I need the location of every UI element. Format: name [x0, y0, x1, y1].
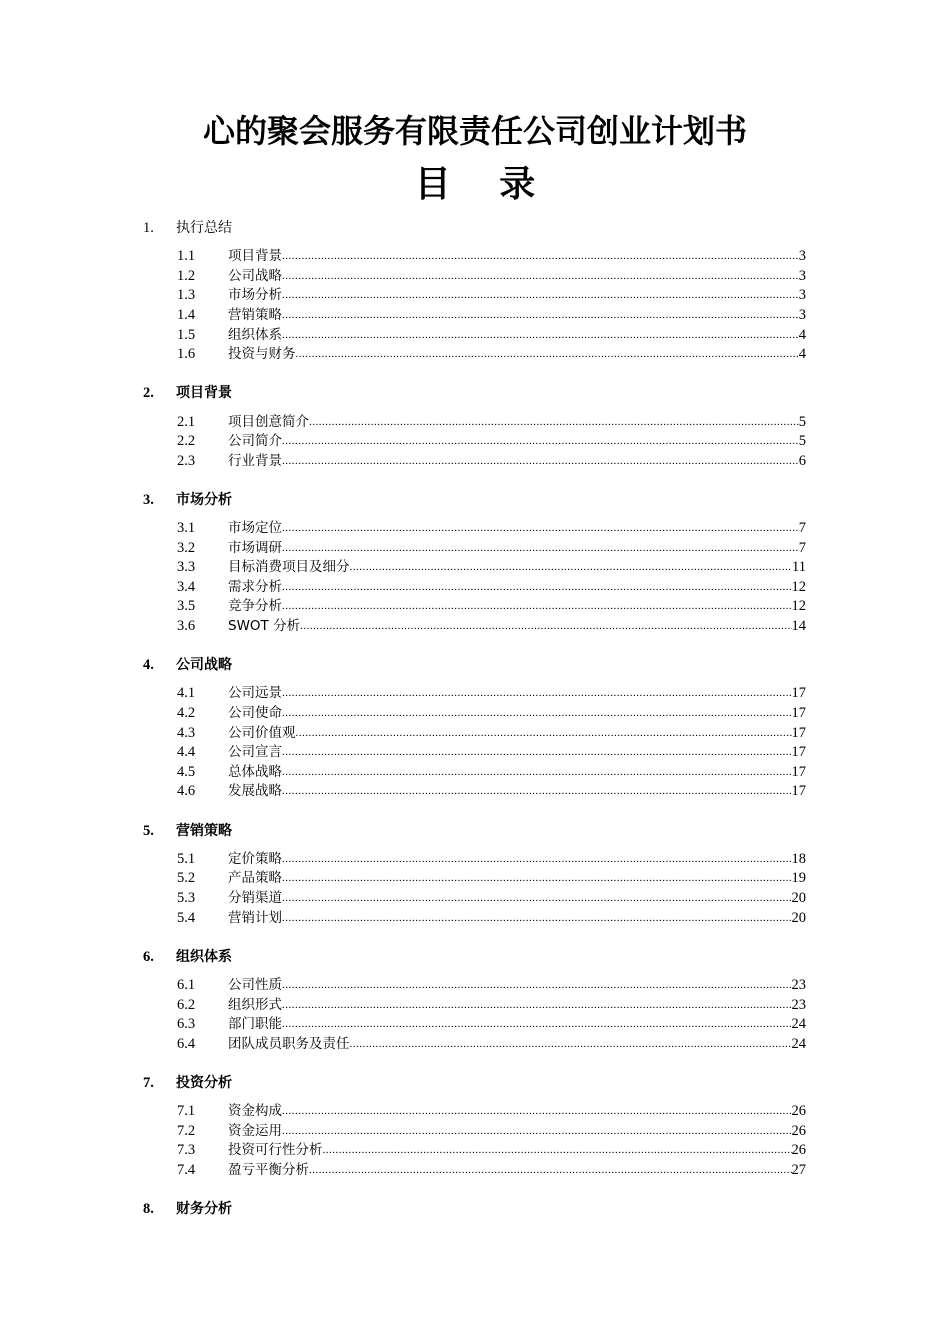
- section-number: 3.: [143, 491, 154, 508]
- entry-number: 3.4: [177, 578, 196, 595]
- entry-number: 4.1: [177, 685, 196, 702]
- section-number: 8.: [143, 1201, 154, 1218]
- dot-leader: [350, 558, 793, 578]
- entry-page-number: 5: [798, 413, 806, 430]
- toc-section-heading[interactable]: [143, 1200, 806, 1220]
- toc-section-heading[interactable]: [143, 219, 806, 239]
- document-title: 心的聚会服务有限责任公司创业计划书: [202, 112, 747, 150]
- entry-number: 3.1: [177, 520, 196, 537]
- entry-page-number: 17: [791, 783, 806, 800]
- dot-leader: [282, 539, 799, 559]
- dot-leader: [282, 869, 792, 889]
- toc-entry[interactable]: [143, 1141, 806, 1161]
- entry-page-number: 12: [791, 598, 806, 615]
- section-label: 公司战略: [176, 657, 232, 674]
- toc-entry[interactable]: [143, 704, 806, 724]
- toc-entry[interactable]: [143, 597, 806, 617]
- entry-page-number: 26: [791, 1142, 806, 1159]
- dot-leader: [282, 267, 799, 287]
- dot-leader: [282, 519, 799, 539]
- entry-page-number: 3: [798, 267, 806, 284]
- entry-page-number: 24: [791, 1016, 806, 1033]
- entry-page-number: 20: [791, 889, 806, 906]
- toc-entry[interactable]: [143, 247, 806, 267]
- entry-page-number: 23: [791, 976, 806, 993]
- entry-page-number: 17: [791, 763, 806, 780]
- section-label: 财务分析: [176, 1201, 232, 1218]
- dot-leader: [282, 782, 792, 802]
- entry-number: 5.3: [177, 889, 196, 906]
- entry-page-number: 3: [798, 287, 806, 304]
- toc-entry[interactable]: [143, 782, 806, 802]
- entry-number: 1.6: [177, 346, 196, 363]
- entry-page-number: 14: [791, 618, 806, 635]
- entry-number: 1.3: [177, 287, 196, 304]
- entry-label: 营销计划: [228, 909, 282, 926]
- entry-label: 资金构成: [228, 1103, 282, 1120]
- entry-label: 行业背景: [228, 452, 282, 469]
- entry-page-number: 17: [791, 685, 806, 702]
- entry-number: 2.3: [177, 452, 196, 469]
- toc-entry[interactable]: [143, 306, 806, 326]
- entry-page-number: 5: [798, 433, 806, 450]
- entry-page-number: 4: [798, 326, 806, 343]
- table-of-contents: [143, 219, 806, 1228]
- toc-entry[interactable]: [143, 684, 806, 704]
- toc-heading: 目 录: [414, 164, 554, 205]
- entry-number: 6.2: [177, 996, 196, 1013]
- entry-page-number: 24: [791, 1035, 806, 1052]
- entry-number: 5.2: [177, 870, 196, 887]
- dot-leader: [282, 704, 792, 724]
- entry-number: 4.4: [177, 744, 196, 761]
- entry-page-number: 7: [798, 520, 806, 537]
- entry-page-number: 11: [792, 559, 806, 576]
- toc-section-heading[interactable]: [143, 948, 806, 968]
- section-number: 6.: [143, 948, 154, 965]
- toc-entry[interactable]: [143, 413, 806, 433]
- toc-entry[interactable]: [143, 1102, 806, 1122]
- entry-number: 5.4: [177, 909, 196, 926]
- toc-section-heading[interactable]: [143, 384, 806, 404]
- entry-label: 公司性质: [228, 976, 282, 993]
- dot-leader: [309, 413, 799, 433]
- section-label: 投资分析: [176, 1074, 232, 1091]
- entry-label: 竞争分析: [228, 598, 282, 615]
- entry-number: 1.1: [177, 248, 196, 265]
- entry-label: 公司使命: [228, 705, 282, 722]
- entry-number: 4.6: [177, 783, 196, 800]
- dot-leader: [282, 1015, 792, 1035]
- entry-number: 7.4: [177, 1161, 196, 1178]
- entry-label: 组织体系: [228, 326, 282, 343]
- toc-entry[interactable]: [143, 286, 806, 306]
- toc-entry[interactable]: [143, 345, 806, 365]
- entry-label: 团队成员职务及责任: [228, 1035, 350, 1052]
- dot-leader: [282, 597, 792, 617]
- entry-label: 部门职能: [228, 1016, 282, 1033]
- section-number: 7.: [143, 1074, 154, 1091]
- entry-number: 6.3: [177, 1016, 196, 1033]
- toc-entry[interactable]: [143, 850, 806, 870]
- dot-leader: [282, 432, 799, 452]
- toc-entry[interactable]: [143, 539, 806, 559]
- toc-entry[interactable]: [143, 976, 806, 996]
- entry-label: 定价策略: [228, 850, 282, 867]
- dot-leader: [282, 286, 799, 306]
- section-number: 4.: [143, 657, 154, 674]
- toc-section-heading[interactable]: [143, 822, 806, 842]
- entry-page-number: 3: [798, 306, 806, 323]
- entry-number: 4.5: [177, 763, 196, 780]
- entry-page-number: 19: [791, 870, 806, 887]
- entry-page-number: 20: [791, 909, 806, 926]
- entry-number: 6.1: [177, 976, 196, 993]
- dot-leader: [282, 909, 792, 929]
- entry-page-number: 7: [798, 539, 806, 556]
- entry-label: 市场定位: [228, 520, 282, 537]
- entry-page-number: 27: [791, 1161, 806, 1178]
- dot-leader: [282, 452, 799, 472]
- entry-label: 目标消费项目及细分: [228, 559, 350, 576]
- entry-label: 公司战略: [228, 267, 282, 284]
- dot-leader: [296, 724, 792, 744]
- entry-number: 3.5: [177, 598, 196, 615]
- dot-leader: [282, 1122, 792, 1142]
- entry-number: 2.2: [177, 433, 196, 450]
- entry-label: 营销策略: [228, 306, 282, 323]
- dot-leader: [282, 247, 799, 267]
- section-number: 2.: [143, 385, 154, 402]
- entry-label: 资金运用: [228, 1122, 282, 1139]
- toc-entry[interactable]: [143, 1035, 806, 1055]
- dot-leader: [323, 1141, 792, 1161]
- toc-entry[interactable]: [143, 763, 806, 783]
- dot-leader: [282, 850, 792, 870]
- dot-leader: [282, 996, 792, 1016]
- section-label: 组织体系: [176, 948, 232, 965]
- section-number: 5.: [143, 822, 154, 839]
- toc-entry[interactable]: [143, 909, 806, 929]
- dot-leader: [282, 684, 792, 704]
- toc-section-heading[interactable]: [143, 491, 806, 511]
- dot-leader: [282, 763, 792, 783]
- toc-entry[interactable]: [143, 889, 806, 909]
- toc-entry[interactable]: [143, 724, 806, 744]
- entry-number: 1.5: [177, 326, 196, 343]
- entry-label: 分销渠道: [228, 889, 282, 906]
- dot-leader: [300, 617, 791, 637]
- section-label: 营销策略: [176, 822, 232, 839]
- entry-number: 7.1: [177, 1103, 196, 1120]
- entry-page-number: 23: [791, 996, 806, 1013]
- entry-number: 4.2: [177, 705, 196, 722]
- entry-number: 3.2: [177, 539, 196, 556]
- entry-number: 7.2: [177, 1122, 196, 1139]
- entry-label: 发展战略: [228, 783, 282, 800]
- toc-section-heading[interactable]: [143, 656, 806, 676]
- section-label: 市场分析: [176, 491, 232, 508]
- entry-label: 市场调研: [228, 539, 282, 556]
- toc-entry[interactable]: [143, 432, 806, 452]
- section-label: 执行总结: [176, 220, 232, 236]
- entry-page-number: 6: [798, 452, 806, 469]
- entry-label: 市场分析: [228, 287, 282, 304]
- toc-entry[interactable]: [143, 578, 806, 598]
- toc-entry[interactable]: [143, 1015, 806, 1035]
- section-number: 1.: [143, 220, 154, 236]
- toc-entry[interactable]: [143, 558, 806, 578]
- toc-entry[interactable]: [143, 1161, 806, 1181]
- dot-leader: [282, 743, 792, 763]
- toc-entry[interactable]: [143, 743, 806, 763]
- entry-label: 组织形式: [228, 996, 282, 1013]
- entry-number: 3.3: [177, 559, 196, 576]
- entry-label: 公司简介: [228, 433, 282, 450]
- dot-leader: [350, 1035, 792, 1055]
- dot-leader: [282, 578, 792, 598]
- dot-leader: [282, 326, 799, 346]
- toc-entry[interactable]: [143, 869, 806, 889]
- entry-label: 需求分析: [228, 578, 282, 595]
- entry-number: 2.1: [177, 413, 196, 430]
- entry-number: 1.2: [177, 267, 196, 284]
- toc-entry[interactable]: [143, 452, 806, 472]
- entry-page-number: 4: [798, 346, 806, 363]
- entry-label: 公司价值观: [228, 724, 296, 741]
- entry-number: 3.6: [177, 618, 196, 635]
- entry-label: 盈亏平衡分析: [228, 1161, 309, 1178]
- entry-page-number: 17: [791, 744, 806, 761]
- toc-entry[interactable]: [143, 1122, 806, 1142]
- entry-number: 6.4: [177, 1035, 196, 1052]
- entry-page-number: 26: [791, 1122, 806, 1139]
- entry-page-number: 18: [791, 850, 806, 867]
- entry-number: 1.4: [177, 306, 196, 323]
- entry-page-number: 12: [791, 578, 806, 595]
- entry-label: 总体战略: [228, 763, 282, 780]
- entry-label: 投资可行性分析: [228, 1142, 323, 1159]
- dot-leader: [282, 889, 792, 909]
- entry-number: 7.3: [177, 1142, 196, 1159]
- toc-entry[interactable]: [143, 267, 806, 287]
- entry-page-number: 17: [791, 705, 806, 722]
- toc-entry[interactable]: [143, 326, 806, 346]
- entry-label: 项目创意简介: [228, 413, 309, 430]
- entry-label: 公司远景: [228, 685, 282, 702]
- section-label: 项目背景: [176, 385, 232, 402]
- dot-leader: [282, 306, 799, 326]
- dot-leader: [282, 976, 792, 996]
- entry-page-number: 17: [791, 724, 806, 741]
- entry-label: SWOT 分析: [228, 618, 301, 635]
- dot-leader: [296, 345, 799, 365]
- entry-label: 公司宣言: [228, 744, 282, 761]
- entry-page-number: 3: [798, 248, 806, 265]
- entry-label: 产品策略: [228, 870, 282, 887]
- toc-entry[interactable]: [143, 519, 806, 539]
- toc-section-heading[interactable]: [143, 1074, 806, 1094]
- entry-label: 投资与财务: [228, 346, 296, 363]
- toc-entry[interactable]: [143, 996, 806, 1016]
- toc-entry[interactable]: [143, 617, 806, 637]
- dot-leader: [309, 1161, 792, 1181]
- entry-page-number: 26: [791, 1103, 806, 1120]
- dot-leader: [282, 1102, 792, 1122]
- entry-number: 5.1: [177, 850, 196, 867]
- entry-label: 项目背景: [228, 248, 282, 265]
- entry-number: 4.3: [177, 724, 196, 741]
